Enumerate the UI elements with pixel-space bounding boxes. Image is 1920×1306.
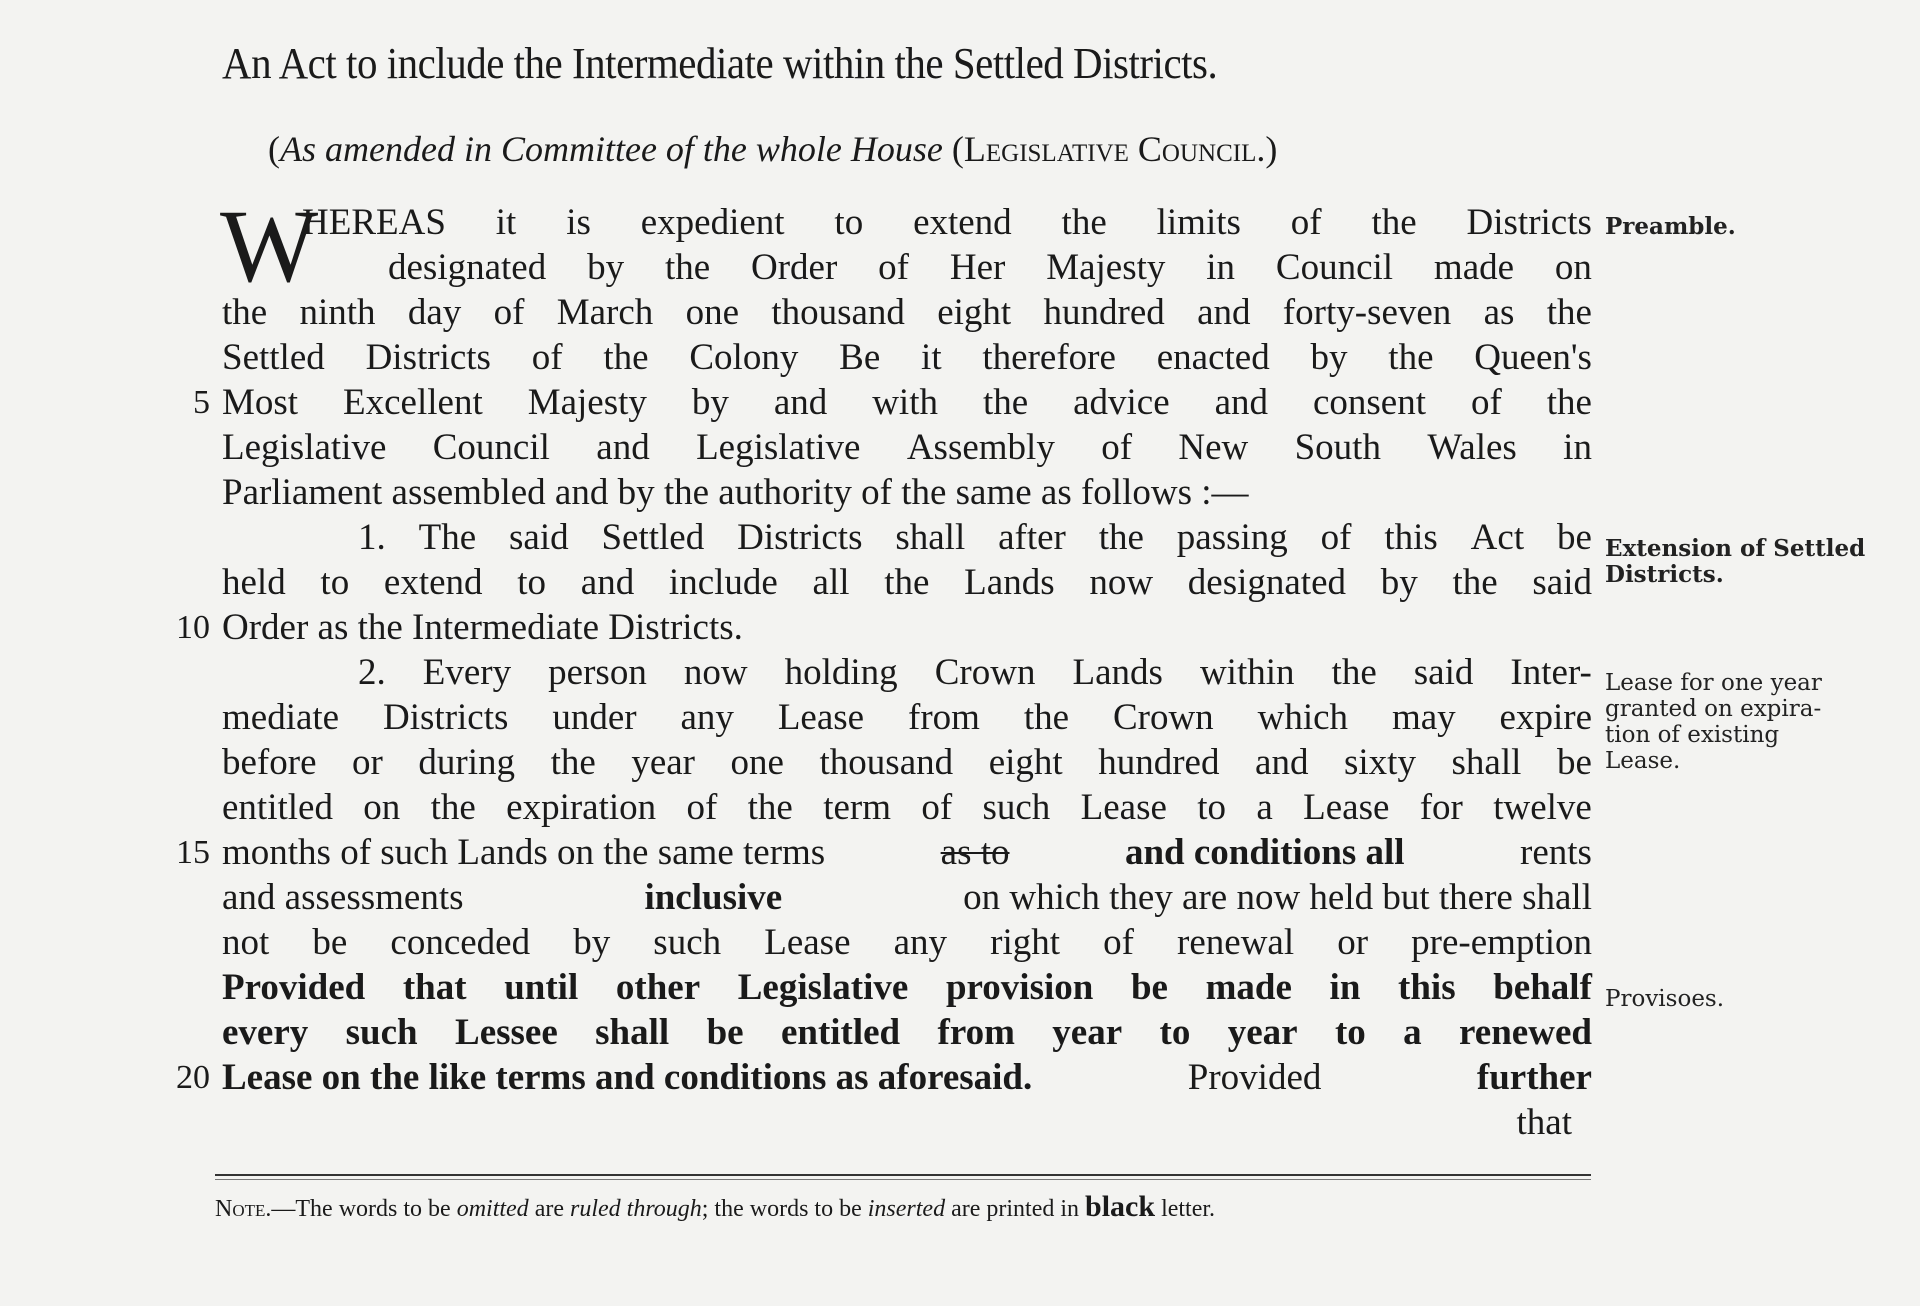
text-line-10: Order as the Intermediate Districts. (222, 607, 743, 648)
sidenote-provisoes: Provisoes. (1605, 986, 1725, 1012)
text-line-17: not be conceded by such Lease any right of renewal or pre-emption (222, 922, 1592, 963)
text-line-4: Settled Districts of the Colony Be it therefore enacted by the Queen's (222, 337, 1592, 378)
note-label: Note. (215, 1196, 272, 1222)
act-subtitle (268, 128, 1277, 170)
sidenote-lease-4: Lease. (1605, 748, 1681, 774)
note-text-5: letter. (1155, 1196, 1216, 1222)
sidenote-extension-1: Extension of Settled (1605, 535, 1866, 562)
subtitle-house: (Legislative Council.) (951, 129, 1278, 169)
text-line-3: the ninth day of March one thousand eight hundred and forty-seven as the (222, 292, 1592, 333)
text-line-6: Legislative Council and Legislative Assembly of New South Wales in (222, 427, 1592, 468)
line-number-20: 20 (176, 1059, 210, 1096)
line16-text: and assessments (222, 877, 464, 918)
footer-rule (215, 1174, 1591, 1176)
sidenote-lease-1: Lease for one year (1605, 670, 1822, 696)
text-line-19: every such Lessee shall be entitled from year to year to a renewed (222, 1012, 1592, 1053)
footer-rule-thin (215, 1179, 1591, 1180)
omitted-words: as to (940, 832, 1010, 873)
note-omitted: omitted (456, 1196, 529, 1222)
act-title: An Act to include the Intermediate within the Settled Districts. (222, 39, 1218, 88)
note-text-1: —The words to be (271, 1196, 457, 1222)
inserted-proviso: Lease on the like terms and conditions as aforesaid. (222, 1057, 1033, 1098)
text-line-15 (222, 830, 1592, 875)
text-line-7: Parliament assembled and by the authority of the same as follows :— (222, 472, 1249, 513)
inserted-word-further: further (1476, 1057, 1592, 1098)
text-line-20 (222, 1055, 1592, 1100)
text-line-8: 1. The said Settled Districts shall after the passing of this Act be (358, 517, 1592, 558)
note-ruled: ruled through (569, 1196, 702, 1222)
text-line-1: HEREAS it is expedient to extend the limits of the Districts (302, 202, 1592, 243)
sidenote-preamble: Preamble. (1605, 213, 1736, 240)
line16-end: on which they are now held but there shall (963, 877, 1592, 918)
subtitle-paren: ( (268, 129, 280, 169)
sidenote-lease-3: tion of existing (1605, 722, 1780, 748)
sidenote-lease-2: granted on expira- (1605, 696, 1822, 722)
line-number-10: 10 (176, 609, 210, 646)
text-line-2: designated by the Order of Her Majesty in Council made on (388, 247, 1592, 288)
line15-text: months of such Lands on the same terms (222, 832, 826, 873)
text-line-18: Provided that until other Legislative provision be made in this behalf (222, 967, 1592, 1008)
line-number-5: 5 (193, 384, 210, 421)
text-line-9: held to extend to and include all the Lands now designated by the said (222, 562, 1592, 603)
text-line-21: that (1516, 1102, 1572, 1143)
note-text-4: are printed in (945, 1196, 1086, 1222)
text-line-14: entitled on the expiration of the term of such Lease to a Lease for twelve (222, 787, 1592, 828)
text-line-12: mediate Districts under any Lease from the Crown which may expire (222, 697, 1592, 738)
text-line-5: Most Excellent Majesty by and with the advice and consent of the (222, 382, 1592, 423)
text-line-16 (222, 875, 1592, 920)
line20-provided: Provided (1187, 1057, 1322, 1098)
drop-cap: W (220, 189, 319, 304)
inserted-word-inclusive: inclusive (644, 877, 783, 918)
line-number-15: 15 (176, 834, 210, 871)
subtitle-italic: As amended in Committee of the whole House (280, 129, 943, 169)
note-inserted: inserted (867, 1196, 946, 1222)
footnote (215, 1190, 1595, 1224)
text-line-11: 2. Every person now holding Crown Lands within the said Inter- (358, 652, 1592, 693)
sidenote-extension-2: Districts. (1605, 561, 1724, 588)
text-line-13: before or during the year one thousand eight hundred and sixty shall be (222, 742, 1592, 783)
note-text-2: are (528, 1196, 570, 1222)
note-text-3: ; the words to be (701, 1196, 868, 1222)
inserted-words: and conditions all (1124, 832, 1405, 873)
note-black: black (1085, 1190, 1156, 1223)
line15-end: rents (1520, 832, 1592, 873)
